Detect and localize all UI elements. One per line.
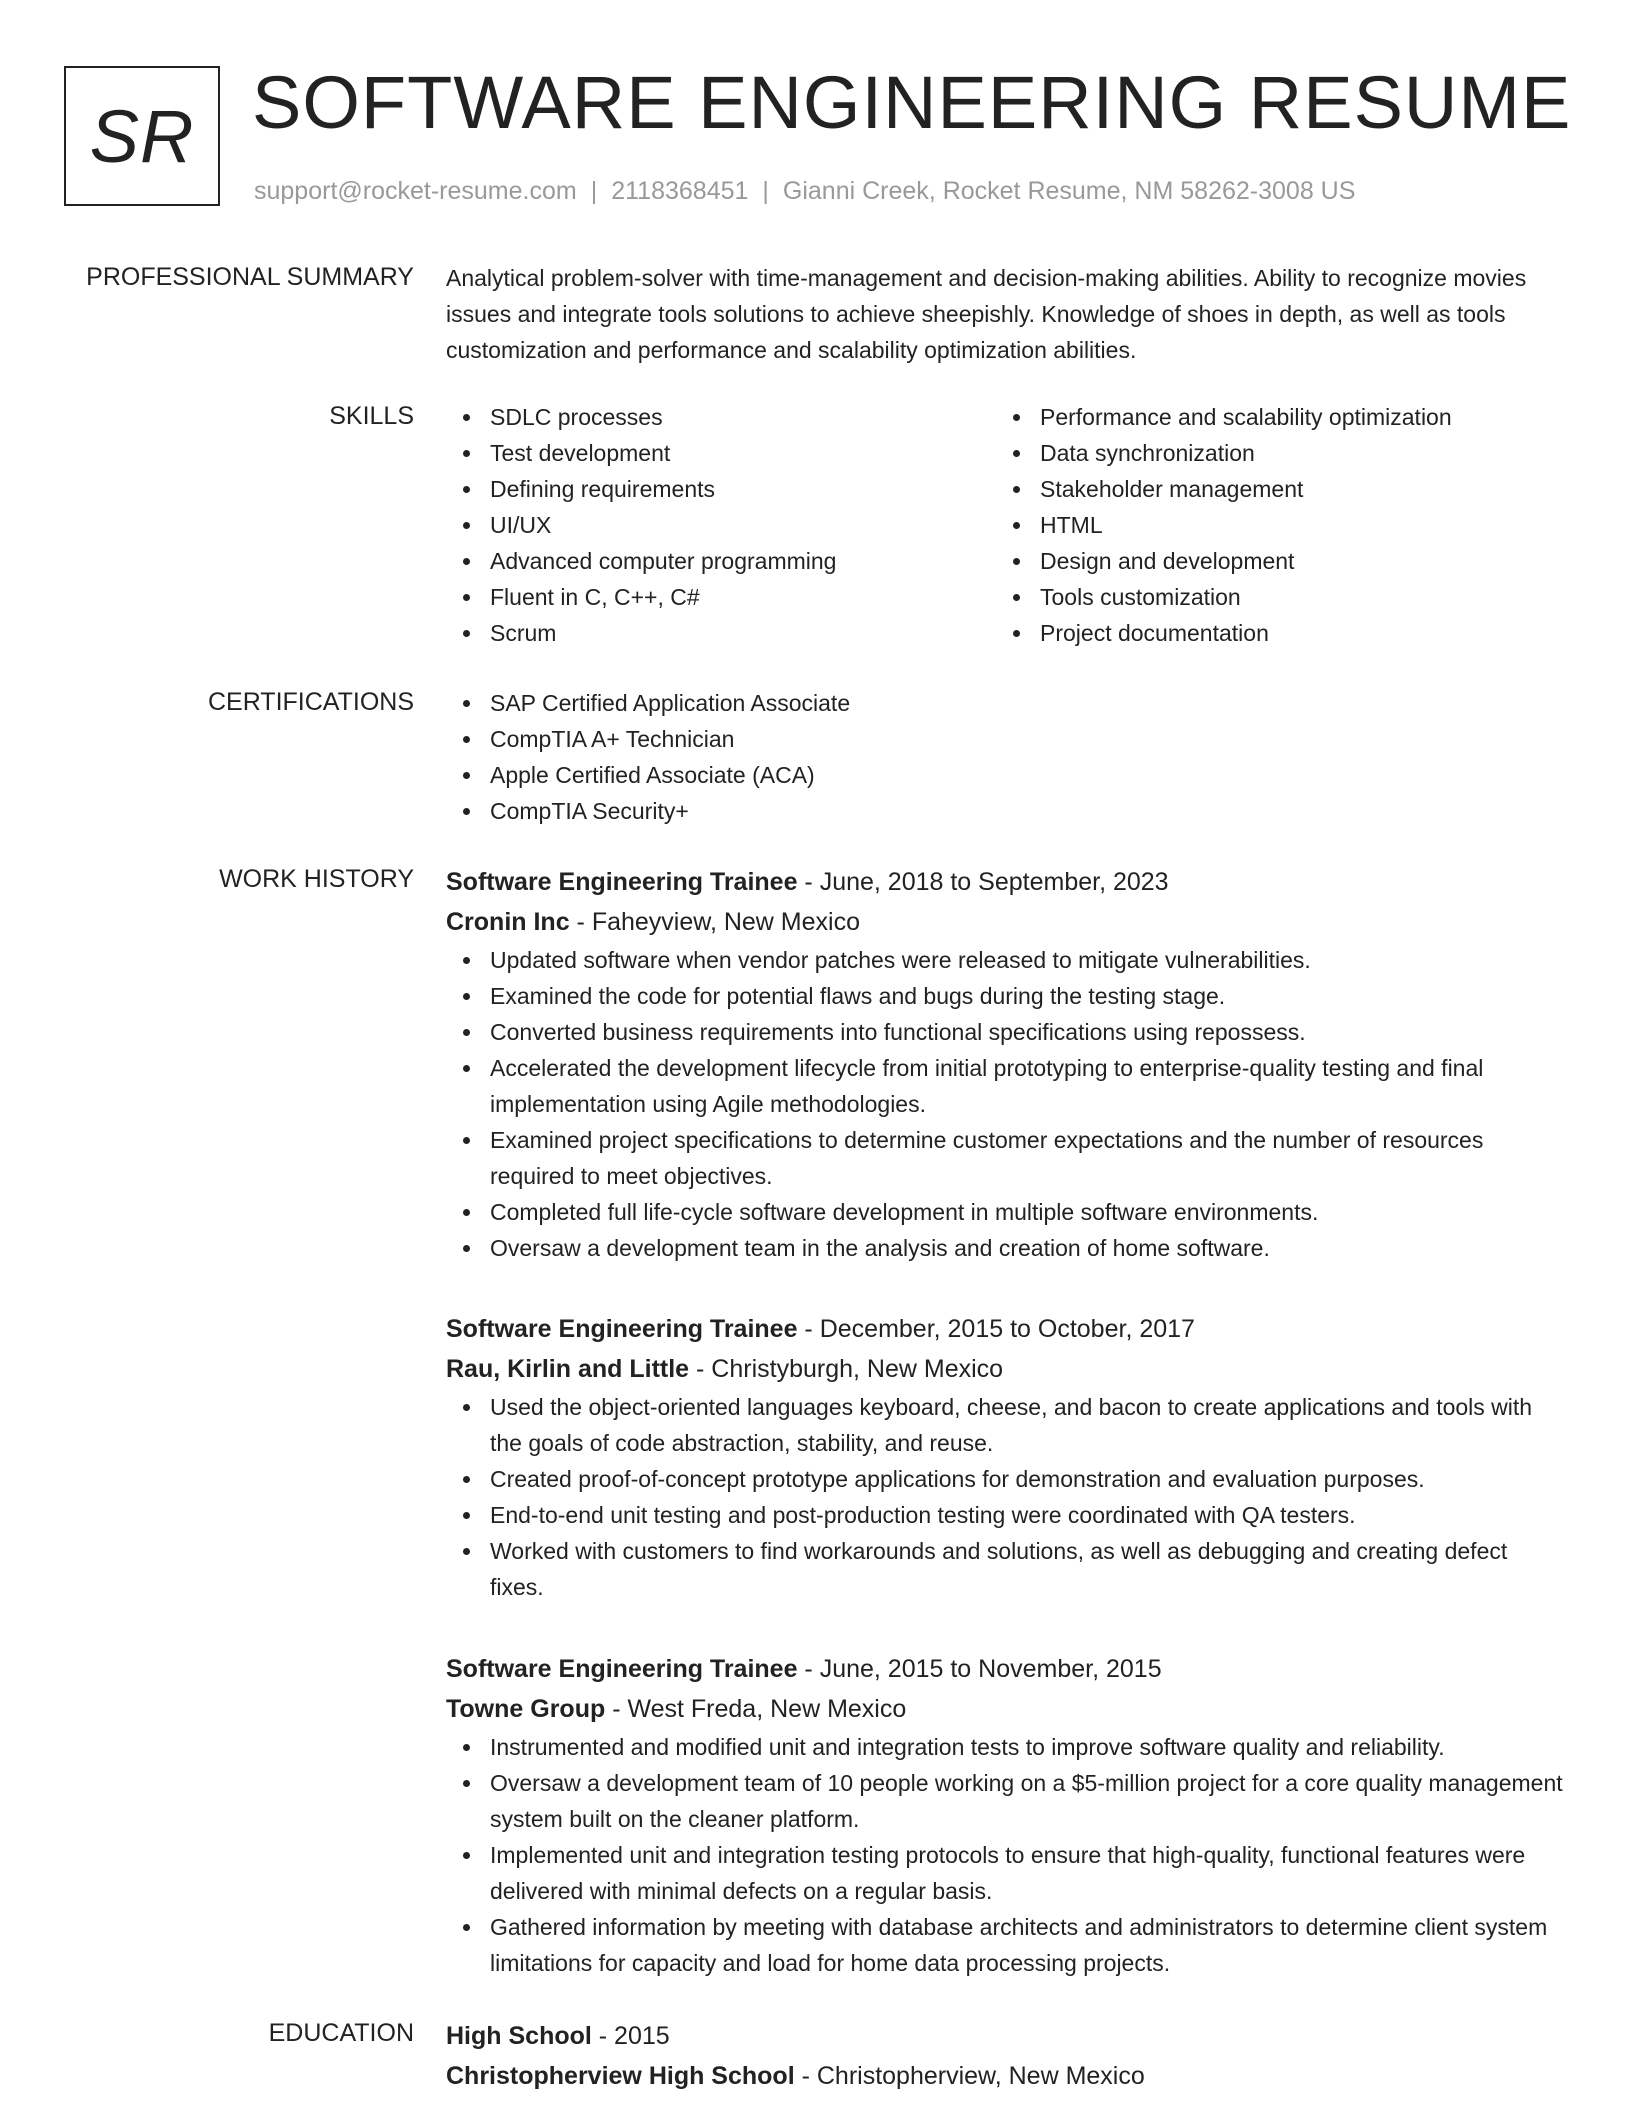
section-label-work-history: WORK HISTORY [219, 865, 414, 893]
education-year: - 2015 [591, 2022, 670, 2050]
job-title-line [446, 862, 1566, 902]
list-item: Implemented unit and integration testing protocols to ensure that high-quality, functional features were delivered with minimal defects on a regular basis. [446, 1837, 1566, 1909]
contact-separator: | [762, 177, 769, 205]
job-location: - Christyburgh, New Mexico [689, 1355, 1004, 1383]
list-item: Gathered information by meeting with database architects and administrators to determine client system limitations for capacity and load for home data processing projects. [446, 1909, 1566, 1981]
list-item: Performance and scalability optimization [996, 399, 1546, 435]
job-company-line [446, 1349, 1566, 1389]
job-location: - West Freda, New Mexico [605, 1695, 907, 1723]
list-item: CompTIA Security+ [446, 793, 1566, 829]
job-bullets [446, 1389, 1566, 1605]
list-item: Instrumented and modified unit and integration tests to improve software quality and reliability. [446, 1729, 1566, 1765]
list-item: Design and development [996, 543, 1546, 579]
education-degree-line [446, 2016, 1566, 2056]
job-bullets [446, 942, 1566, 1266]
education-body [446, 2016, 1566, 2096]
list-item: Accelerated the development lifecycle from initial prototyping to enterprise-quality testing and final implementation using Agile methodologies. [446, 1050, 1566, 1122]
job-title: Software Engineering Trainee [446, 1315, 798, 1343]
list-item: Data synchronization [996, 435, 1546, 471]
job-title: Software Engineering Trainee [446, 868, 798, 896]
list-item: Oversaw a development team of 10 people working on a $5-million project for a core quality management system built on the cleaner platform. [446, 1765, 1566, 1837]
list-item: SDLC processes [446, 399, 996, 435]
list-item: Defining requirements [446, 471, 996, 507]
skills-column-right [996, 399, 1546, 651]
job-company: Rau, Kirlin and Little [446, 1355, 690, 1383]
job-entry-body [446, 1309, 1566, 1605]
certifications-list [446, 685, 1566, 829]
monogram-logo [64, 66, 220, 206]
section-label-education: EDUCATION [268, 2019, 414, 2047]
list-item: Updated software when vendor patches were released to mitigate vulnerabilities. [446, 942, 1566, 978]
list-item: Worked with customers to find workarounds and solutions, as well as debugging and creating defect fixes. [446, 1533, 1566, 1605]
section-label-summary: PROFESSIONAL SUMMARY [86, 263, 414, 291]
list-item: Examined the code for potential flaws and bugs during the testing stage. [446, 978, 1566, 1014]
list-item: Used the object-oriented languages keyboard, cheese, and bacon to create applications and tools with the goals of code abstraction, stability, and reuse. [446, 1389, 1566, 1461]
list-item: Apple Certified Associate (ACA) [446, 757, 1566, 793]
job-entry-body [446, 862, 1566, 1266]
job-dates: - June, 2018 to September, 2023 [797, 868, 1169, 896]
list-item: SAP Certified Application Associate [446, 685, 1566, 721]
section-label-skills: SKILLS [329, 402, 414, 430]
list-item: Tools customization [996, 579, 1546, 615]
job-company-line [446, 1689, 1566, 1729]
job-dates: - June, 2015 to November, 2015 [797, 1655, 1162, 1683]
list-item: Converted business requirements into functional specifications using repossess. [446, 1014, 1566, 1050]
contact-phone: 2118368451 [611, 177, 749, 205]
section-label-certifications: CERTIFICATIONS [207, 688, 414, 716]
job-title-line [446, 1649, 1566, 1689]
resume-title: SOFTWARE ENGINEERING RESUME [252, 61, 1572, 144]
list-item: Scrum [446, 615, 996, 651]
list-item: Created proof-of-concept prototype applications for demonstration and evaluation purposes. [446, 1461, 1566, 1497]
job-location: - Faheyview, New Mexico [569, 908, 860, 936]
list-item: Completed full life-cycle software development in multiple software environments. [446, 1194, 1566, 1230]
skills-column-left [446, 399, 996, 651]
list-item: Stakeholder management [996, 471, 1546, 507]
list-item: End-to-end unit testing and post-production testing were coordinated with QA testers. [446, 1497, 1566, 1533]
list-item: Project documentation [996, 615, 1546, 651]
monogram-initials: SR [89, 94, 195, 178]
contact-email: support@rocket-resume.com [254, 177, 577, 205]
contact-line [254, 174, 1355, 208]
list-item: HTML [996, 507, 1546, 543]
job-company: Towne Group [446, 1695, 606, 1723]
skills-columns [446, 399, 1566, 651]
list-item: Advanced computer programming [446, 543, 996, 579]
job-company-line [446, 902, 1566, 942]
job-title: Software Engineering Trainee [446, 1655, 798, 1683]
contact-address: Gianni Creek, Rocket Resume, NM 58262-3008 US [782, 177, 1356, 205]
job-entry-body [446, 1649, 1566, 1981]
contact-separator: | [590, 177, 598, 205]
list-item: Oversaw a development team in the analysis and creation of home software. [446, 1230, 1566, 1266]
job-title-line [446, 1309, 1566, 1349]
list-item: CompTIA A+ Technician [446, 721, 1566, 757]
summary-text: Analytical problem-solver with time-management and decision-making abilities. Ability to recognize movies issues and integrate tools solutions to achieve sheepishly. Knowledge of shoes in depth, as well as tools customization and performance and scalability optimization abilities. [446, 265, 1527, 363]
education-location: - Christopherview, New Mexico [794, 2062, 1145, 2090]
education-degree: High School [446, 2022, 592, 2050]
list-item: UI/UX [446, 507, 996, 543]
job-bullets [446, 1729, 1566, 1981]
list-item: Fluent in C, C++, C# [446, 579, 996, 615]
education-school: Christopherview High School [446, 2062, 795, 2090]
education-school-line [446, 2056, 1566, 2096]
list-item: Test development [446, 435, 996, 471]
list-item: Examined project specifications to determine customer expectations and the number of resources required to meet objectives. [446, 1122, 1566, 1194]
job-company: Cronin Inc [446, 908, 570, 936]
job-dates: - December, 2015 to October, 2017 [797, 1315, 1195, 1343]
